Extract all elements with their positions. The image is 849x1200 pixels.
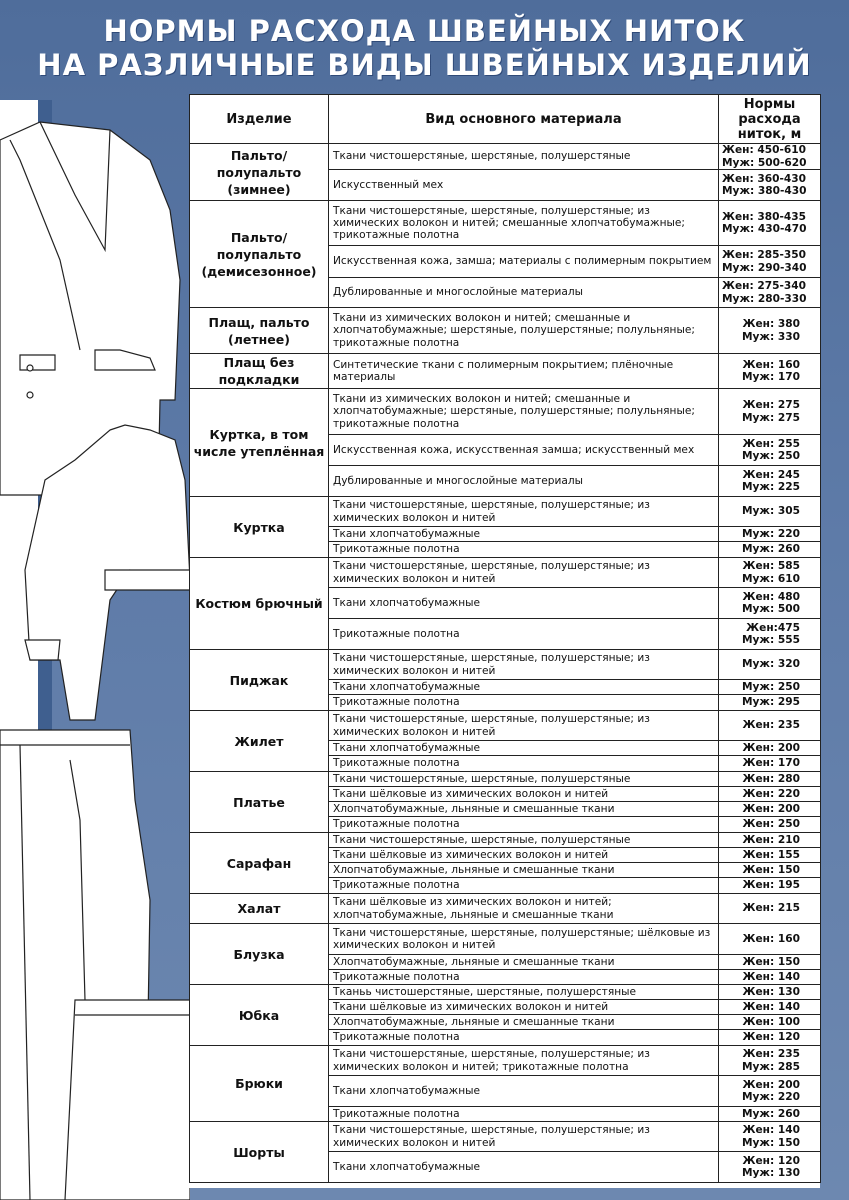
material-cell: Ткани хлопчатобумажные [329,741,719,756]
material-cell: Ткани хлопчатобумажные [329,1076,719,1107]
norm-value: Жен: 235 [742,1048,800,1060]
norm-value: Муж: 295 [741,696,800,709]
table-row [190,1122,821,1152]
item-name-cell: Халат [190,894,329,924]
norm-value: Муж: 320 [741,658,800,671]
norm-cell [719,170,821,201]
norm-value: Муж: 220 [741,1091,800,1103]
material-cell: Трикотажные полотна [329,970,719,985]
norm-value: Муж: 150 [741,1136,800,1149]
norm-value: Жен: 200 [742,1078,800,1091]
table-row [190,650,821,680]
material-cell: Ткани чистошерстяные, шерстяные, полушерстяные; из химических волокон и нитей [329,711,719,741]
item-name-cell: Куртка [190,497,329,558]
material-cell: Ткани хлопчатобумажные [329,1152,719,1183]
item-name-cell: Жилет [190,711,329,772]
norm-cell [719,833,821,848]
material-cell: Ткани чистошерстяные, шерстяные, полушерстяные [329,144,719,170]
norm-cell [719,756,821,772]
material-cell: Ткани хлопчатобумажные [329,680,719,695]
norm-cell [719,741,821,756]
norm-value: Жен: 120 [742,1154,800,1167]
norm-cell [719,466,821,497]
norm-cell [719,650,821,680]
norm-value: Муж: 250 [741,450,800,462]
norm-value: Жен:475 [746,621,800,634]
norm-value: Жен: 200 [742,741,800,754]
material-cell: Хлопчатобумажные, льняные и смешанные ткани [329,802,719,817]
material-cell: Трикотажные полотна [329,756,719,772]
norm-value: Муж: 380-430 [722,185,807,197]
header-norm: Нормы расхода ниток, м [719,95,821,144]
table-row [190,772,821,787]
table-row [190,201,821,246]
item-name-cell: Пальто/ полупальто (зимнее) [190,144,329,201]
norm-cell [719,878,821,894]
norm-value: Муж: 220 [741,527,800,540]
norm-value: Жен: 585 [742,560,800,572]
norm-value: Муж: 260 [741,1107,800,1120]
material-cell: Ткани шёлковые из химических волокон и нитей [329,1000,719,1015]
norm-cell [719,1046,821,1076]
norm-value: Жен: 120 [742,1031,800,1044]
norm-cell [719,389,821,435]
material-cell: Искусственная кожа, искусственная замша; искусственный мех [329,435,719,466]
item-name-cell: Блузка [190,924,329,985]
norm-cell [719,1030,821,1046]
material-cell: Ткани хлопчатобумажные [329,588,719,619]
norm-value: Жен: 140 [742,1000,800,1013]
norm-value: Жен: 140 [742,970,800,983]
norm-cell [719,527,821,542]
norm-value: Жен: 450-610 [722,144,807,156]
norm-cell [719,1122,821,1152]
material-cell: Ткани шёлковые из химических волокон и нитей [329,848,719,863]
norm-value: Муж: 285 [741,1060,800,1073]
norm-cell [719,246,821,278]
norm-cell [719,1107,821,1122]
table-row [190,497,821,527]
material-cell: Синтетические ткани с полимерным покрытием; плёночные материалы [329,354,719,389]
norm-value: Жен: 250 [742,818,800,831]
material-cell: Ткани чистошерстяные, шерстяные, полушерстяные [329,833,719,848]
norm-value: Жен: 360-430 [722,172,807,185]
norm-value: Жен: 220 [742,787,800,800]
material-cell: Трикотажные полотна [329,619,719,650]
item-name-cell: Костюм брючный [190,558,329,650]
norm-cell [719,558,821,588]
table-row [190,308,821,354]
item-name-cell: Сарафан [190,833,329,894]
norm-value: Муж: 500-620 [722,156,807,169]
material-cell: Ткани хлопчатобумажные [329,527,719,542]
material-cell: Трикотажные полотна [329,817,719,833]
material-cell: Трикотажные полотна [329,695,719,711]
item-name-cell: Юбка [190,985,329,1046]
title-line-1: НОРМЫ РАСХОДА ШВЕЙНЫХ НИТОК [103,14,746,48]
norm-value: Жен: 380-435 [722,210,807,223]
table-row [190,389,821,435]
norm-value: Жен: 130 [742,985,800,998]
norm-value: Жен: 150 [742,863,800,876]
item-name-cell: Шорты [190,1122,329,1183]
norm-value: Муж: 225 [741,481,800,493]
norm-value: Муж: 260 [741,543,800,556]
norm-value: Жен: 160 [742,932,800,945]
norm-value: Жен: 155 [742,848,800,861]
table-body [190,144,821,1183]
norm-value: Муж: 555 [741,634,800,646]
norm-cell [719,1076,821,1107]
norm-cell [719,955,821,970]
norm-value: Муж: 430-470 [722,223,807,235]
material-cell: Ткани чистошерстяные, шерстяные, полушерстяные; из химических волокон и нитей; трикотажные полотна [329,1046,719,1076]
material-cell: Хлопчатобумажные, льняные и смешанные ткани [329,955,719,970]
norm-cell [719,772,821,787]
norm-cell [719,308,821,354]
material-cell: Ткани шёлковые из химических волокон и нитей [329,787,719,802]
norm-cell [719,802,821,817]
norm-value: Муж: 130 [741,1167,800,1179]
norm-value: Жен: 280 [742,772,800,785]
norm-cell [719,695,821,711]
material-cell: Ткани чистошерстяные, шерстяные, полушерстяные; из химических волокон и нитей; смешанные хлопчатобумажные; трикотажные полотна [329,201,719,246]
norm-cell [719,588,821,619]
norm-value: Жен: 285-350 [722,249,807,261]
norm-cell [719,1152,821,1183]
norm-cell [719,680,821,695]
table-row [190,558,821,588]
norm-value: Муж: 250 [741,680,800,693]
table-header-row [190,95,821,144]
norm-cell [719,970,821,985]
norm-value: Жен: 100 [742,1015,800,1028]
item-name-cell: Платье [190,772,329,833]
norm-cell [719,1015,821,1030]
table-row [190,144,821,170]
norm-value: Жен: 210 [742,833,800,846]
norm-cell [719,144,821,170]
norm-value: Муж: 170 [741,371,800,383]
page-title [0,14,849,82]
material-cell: Тканьь чистошерстяные, шерстяные, полушерстяные [329,985,719,1000]
norm-value: Муж: 290-340 [722,261,807,274]
norm-cell [719,985,821,1000]
table-row [190,711,821,741]
norm-value: Жен: 245 [742,468,800,481]
norm-value: Жен: 195 [742,879,800,892]
norm-cell [719,848,821,863]
norm-value: Жен: 380 [742,318,800,330]
header-item: Изделие [190,95,329,144]
material-cell: Трикотажные полотна [329,1030,719,1046]
skirt-sketch [65,1000,190,1200]
material-cell: Дублированные и многослойные материалы [329,466,719,497]
material-cell: Трикотажные полотна [329,878,719,894]
title-line-2: НА РАЗЛИЧНЫЕ ВИДЫ ШВЕЙНЫХ ИЗДЕЛИЙ [37,48,812,82]
material-cell: Трикотажные полотна [329,542,719,558]
norm-cell [719,1000,821,1015]
norm-cell [719,924,821,955]
item-name-cell: Брюки [190,1046,329,1122]
norm-cell [719,278,821,308]
norm-value: Муж: 280-330 [722,292,807,305]
table-row [190,1046,821,1076]
material-cell: Искусственный мех [329,170,719,201]
material-cell: Ткани шёлковые из химических волокон и нитей; хлопчатобумажные, льняные и смешанные ткани [329,894,719,924]
header-material: Вид основного материала [329,95,719,144]
norm-value: Жен: 140 [742,1124,800,1136]
garment-sketches-illustration [0,100,190,1200]
norm-value: Жен: 480 [742,590,800,603]
norm-cell [719,787,821,802]
norm-value: Жен: 200 [742,802,800,815]
norm-value: Жен: 215 [742,902,800,915]
material-cell: Ткани чистошерстяные, шерстяные, полушерстяные; из химических волокон и нитей [329,558,719,588]
thread-norms-table [189,94,821,1183]
norm-cell [719,894,821,924]
material-cell: Дублированные и многослойные материалы [329,278,719,308]
norm-value: Муж: 500 [741,603,800,615]
table-row [190,985,821,1000]
norm-cell [719,435,821,466]
item-name-cell: Пиджак [190,650,329,711]
material-cell: Хлопчатобумажные, льняные и смешанные ткани [329,1015,719,1030]
item-name-cell: Плащ без подкладки [190,354,329,389]
material-cell: Трикотажные полотна [329,1107,719,1122]
material-cell: Ткани чистошерстяные, шерстяные, полушерстяные; из химических волокон и нитей [329,650,719,680]
norm-cell [719,863,821,878]
table-row [190,833,821,848]
norm-value: Жен: 275-340 [722,280,807,292]
material-cell: Ткани чистошерстяные, шерстяные, полушерстяные; из химических волокон и нитей [329,1122,719,1152]
norm-value: Жен: 160 [742,358,800,371]
material-cell: Ткани из химических волокон и нитей; смешанные и хлопчатобумажные; шерстяные, полушерстяные; полульняные; трикотажные полотна [329,308,719,354]
norm-value: Жен: 150 [742,955,800,968]
material-cell: Ткани из химических волокон и нитей; смешанные и хлопчатобумажные; шерстяные, полушерстяные; полульняные; трикотажные полотна [329,389,719,435]
norm-value: Муж: 275 [741,411,800,424]
norm-cell [719,542,821,558]
norm-value: Муж: 305 [741,505,800,518]
norm-value: Жен: 255 [742,437,800,450]
item-name-cell: Куртка, в том числе утеплённая [190,389,329,497]
norm-value: Муж: 330 [741,330,800,343]
material-cell: Хлопчатобумажные, льняные и смешанные ткани [329,863,719,878]
material-cell: Искусственная кожа, замша; материалы с полимерным покрытием [329,246,719,278]
table-row [190,894,821,924]
norm-cell [719,619,821,650]
norm-cell [719,711,821,741]
table-row [190,924,821,955]
norm-cell [719,817,821,833]
norm-cell [719,354,821,389]
norm-cell [719,497,821,527]
material-cell: Ткани чистошерстяные, шерстяные, полушерстяные; из химических волокон и нитей [329,497,719,527]
material-cell: Ткани чистошерстяные, шерстяные, полушерстяные; шёлковые из химических волокон и нитей [329,924,719,955]
item-name-cell: Пальто/ полупальто (демисезонное) [190,201,329,308]
norm-value: Жен: 235 [742,719,800,732]
table-row [190,354,821,389]
item-name-cell: Плащ, пальто (летнее) [190,308,329,354]
norm-value: Жен: 170 [742,757,800,770]
material-cell: Ткани чистошерстяные, шерстяные, полушерстяные [329,772,719,787]
norm-value: Жен: 275 [742,399,800,411]
norm-value: Муж: 610 [741,572,800,585]
norm-cell [719,201,821,246]
thread-norms-table-container [189,94,820,1188]
